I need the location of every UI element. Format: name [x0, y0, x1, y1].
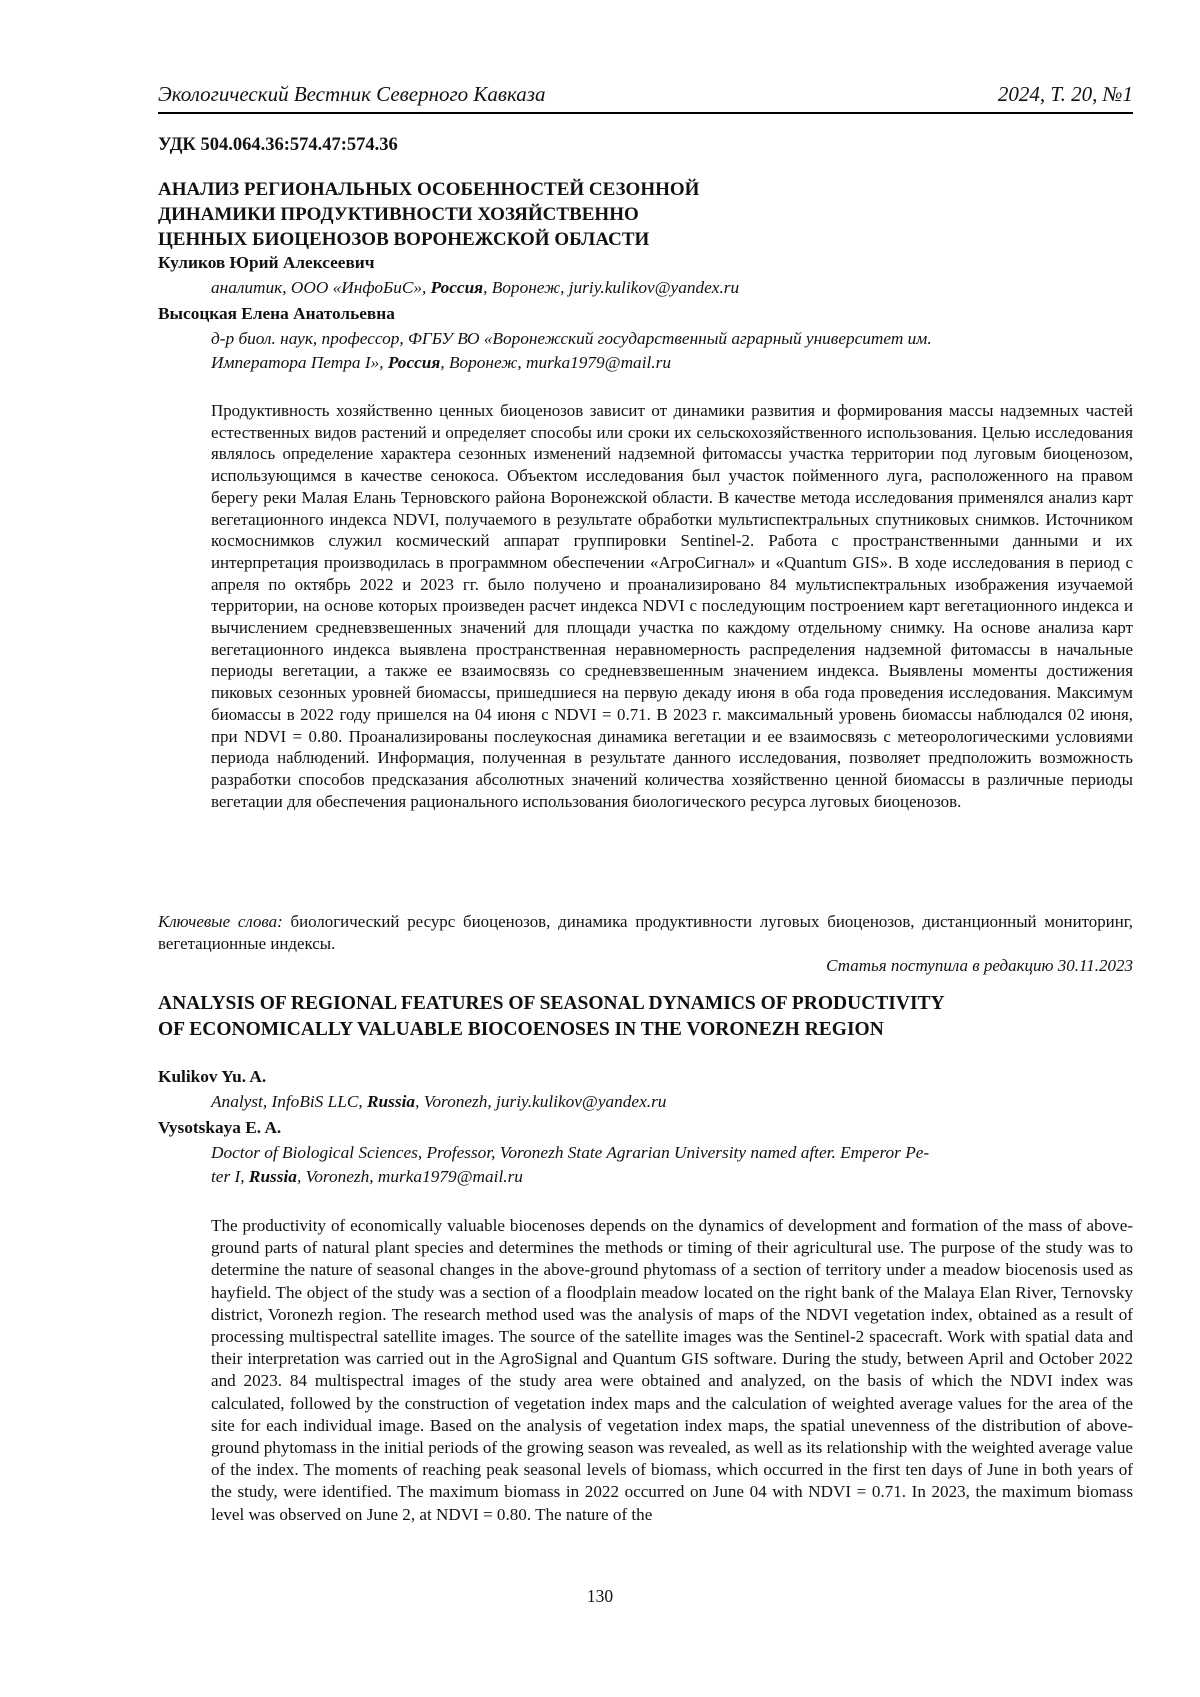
affil-text: д-р биол. наук, профессор, ФГБУ ВО «Воронежский государственный аграрный университет им. [211, 329, 932, 348]
title-ru-line: АНАЛИЗ РЕГИОНАЛЬНЫХ ОСОБЕННОСТЕЙ СЕЗОННОЙ [158, 179, 700, 200]
author-affiliation-en-2 [211, 1141, 1131, 1189]
article-title-ru [158, 177, 1058, 252]
author-name-ru-1: Куликов Юрий Алексеевич [158, 253, 375, 272]
affil-country: Россия [387, 353, 441, 372]
author-name-en-1: Kulikov Yu. A. [158, 1067, 267, 1086]
author-affiliation-ru-1 [211, 276, 1131, 300]
author-name-en-2: Vysotskaya E. A. [158, 1118, 282, 1137]
affil-text: аналитик, ООО «ИнфоБиС», [211, 278, 431, 297]
udc-code: УДК 504.064.36:574.47:574.36 [158, 135, 398, 155]
received-date: Статья поступила в редакцию 30.11.2023 [826, 956, 1133, 975]
keywords-ru [158, 911, 1133, 955]
abstract-ru: Продуктивность хозяйственно ценных биоценозов зависит от динамики развития и формирования массы надземных частей естественных видов растений и определяет способы или сроки их сельскохозяйственного использования. Целью исследования являлось определение характера сезонных изменений надземной фитомассы участка территории под луговым биоценозом, использующимся в качестве сенокоса. Объектом исследования был участок пойменного луга, расположенного на правом берегу реки Малая Елань Терновского района Воронежской области. В качестве метода исследования применялся анализ карт вегетационного индекса NDVI, получаемого в результате обработки мультиспектральных спутниковых снимков. Источником космоснимков служил космический аппарат группировки Sentinel-2. Работа с пространственными данными и их интерпретация производилась в программном обеспечении «АгроСигнал» и «Quantum GIS». В ходе исследования в период с апреля по октябрь 2022 и 2023 гг. было получено и проанализировано 84 мультиспектральных изображения изучаемой территории, на основе которых произведен расчет индекса NDVI с последующим построением карт вегетационного индекса и вычислением средневзвешенных значений для площади участка по каждому отдельному снимку. На основе анализа карт вегетационного индекса выявлена пространственная неравномерность распределения надземной фитомассы в начальные периоды вегетации, а также ее взаимосвязь со средневзвешенным значением индекса. Выявлены моменты достижения пиковых сезонных уровней биомассы, пришедшиеся на первую декаду июня в оба года проведения исследования. Максимум биомассы в 2022 году пришелся на 04 июня с NDVI = 0.71. В 2023 г. максимальный уровень биомассы наблюдался 02 июня, при NDVI = 0.80. Проанализированы послеукосная динамика вегетации и ее взаимосвязь с метеорологическими условиями периода наблюдений. Информация, полученная в результате данного исследования, позволяет предположить возможность разработки способов предсказания абсолютных значений количества хозяйственно ценной биомассы в различные периоды вегетации для обеспечения рационального использования биологического ресурса луговых биоценозов. [211, 401, 1133, 811]
abstract-en: The productivity of economically valuable biocenoses depends on the dynamics of development and formation of the mass of above-ground parts of natural plant species and determines the methods or timing of their agricultural use. The purpose of the study was to determine the nature of seasonal changes in the above-ground phytomass of a section of territory under a meadow biocenosis used as hayfield. The object of the study was a section of a floodplain meadow located on the right bank of the Malaya Elan River, Ternovsky district, Voronezh region. The research method used was the analysis of maps of the NDVI vegetation index, obtained as a result of processing multispectral satellite images. The source of the satellite images was the Sentinel-2 spacecraft. Work with spatial data and their interpretation was carried out in the AgroSignal and Quantum GIS software. During the study, between April and October 2022 and 2023. 84 multispectral images of the study area were obtained and analyzed, on the basis of which the NDVI index was calculated, followed by the construction of vegetation index maps and the calculation of weighted average values for the area of the site for each individual image. Based on the analysis of vegetation index maps, the spatial unevenness of the distribution of above-ground phytomass in the initial periods of the growing season was revealed, as well as its relationship with the weighted average value of the index. The moments of reaching peak seasonal levels of biomass, which occurred in the first ten days of June in both years of the study, were identified. The maximum biomass in 2022 occurred on June 04 with NDVI = 0.71. In 2023, the maximum biomass level was observed on June 2, at NDVI = 0.80. The nature of the [211, 1216, 1133, 1524]
affil-contact: , Воронеж, juriy.kulikov@yandex.ru [483, 278, 740, 297]
affil-country: Россия [430, 278, 484, 297]
title-ru-line: ДИНАМИКИ ПРОДУКТИВНОСТИ ХОЗЯЙСТВЕННО [158, 204, 639, 225]
affil-text: Doctor of Biological Sciences, Professor, Voronezh State Agrarian University named after. Emperor Pe- [211, 1143, 930, 1162]
affil-contact: , Voronezh, juriy.kulikov@yandex.ru [415, 1092, 667, 1111]
affil-text: Императора Петра I», [211, 353, 388, 372]
affil-text: Analyst, InfoBiS LLC, [211, 1092, 368, 1111]
issue-info: 2024, Т. 20, №1 [997, 82, 1133, 106]
author-affiliation-en-1 [211, 1090, 1131, 1114]
title-en-line: ANALYSIS OF REGIONAL FEATURES OF SEASONAL DYNAMICS OF PRODUCTIVITY [158, 993, 945, 1014]
title-ru-line: ЦЕННЫХ БИОЦЕНОЗОВ ВОРОНЕЖСКОЙ ОБЛАСТИ [158, 229, 650, 250]
author-name-ru-2: Высоцкая Елена Анатольевна [158, 304, 395, 323]
affil-contact: , Voronezh, murka1979@mail.ru [296, 1167, 523, 1186]
keywords-text: биологический ресурс биоценозов, динамика продуктивности луговых биоценозов, дистанционный мониторинг, вегетационные индексы. [158, 912, 1133, 953]
affil-text: ter I, [211, 1167, 249, 1186]
article-title-en [158, 991, 1133, 1043]
author-affiliation-ru-2 [211, 327, 1131, 375]
affil-country: Russia [248, 1167, 297, 1186]
affil-contact: , Воронеж, murka1979@mail.ru [440, 353, 671, 372]
running-header [158, 84, 1133, 114]
header-divider [158, 112, 1133, 114]
title-en-line: OF ECONOMICALLY VALUABLE BIOCOENOSES IN THE VORONEZH REGION [158, 1019, 884, 1040]
journal-name: Экологический Вестник Северного Кавказа [158, 82, 546, 106]
page-number: 130 [586, 1586, 614, 1606]
keywords-label: Ключевые слова: [158, 912, 283, 931]
affil-country: Russia [367, 1092, 416, 1111]
